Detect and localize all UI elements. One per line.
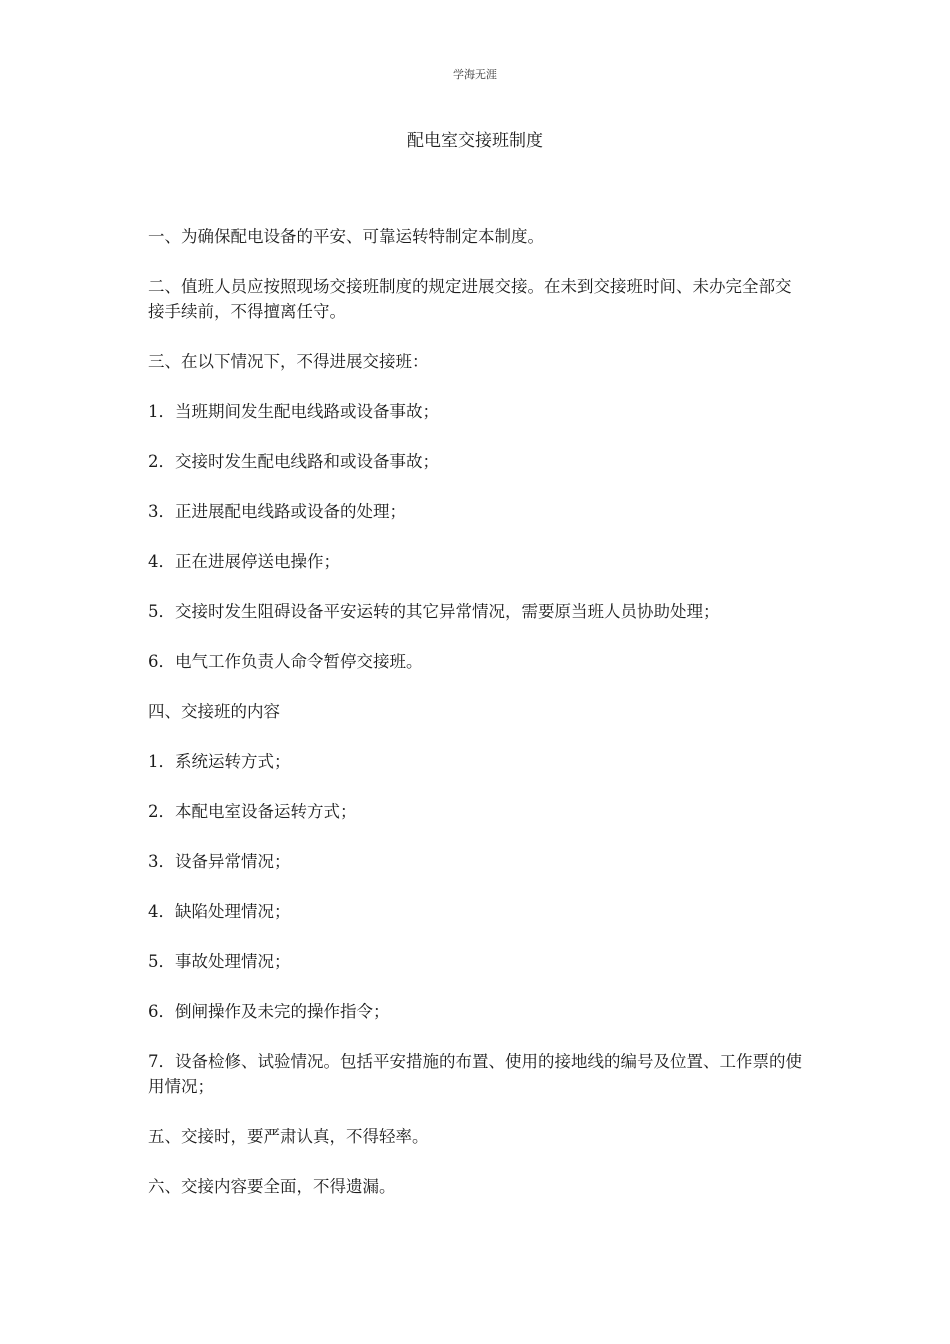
paragraph: 4．缺陷处理情况； <box>148 902 291 921</box>
page-header: 学海无涯 <box>453 68 497 81</box>
paragraph: 一、为确保配电设备的平安、可靠运转特制定本制度。 <box>148 227 544 246</box>
paragraph: 2．本配电室设备运转方式； <box>148 802 357 821</box>
paragraph: 四、交接班的内容 <box>148 702 280 721</box>
paragraph: 六、交接内容要全面，不得遗漏。 <box>148 1177 396 1196</box>
paragraph: 3．正进展配电线路或设备的处理； <box>148 502 406 521</box>
paragraph: 7．设备检修、试验情况。包括平安措施的布置、使用的接地线的编号及位置、工作票的使用情况； <box>148 1052 802 1096</box>
paragraph: 4．正在进展停送电操作； <box>148 552 340 571</box>
document-title: 配电室交接班制度 <box>407 131 543 151</box>
paragraph: 3．设备异常情况； <box>148 852 291 871</box>
paragraph: 三、在以下情况下，不得进展交接班： <box>148 352 429 371</box>
paragraph: 5．事故处理情况； <box>148 952 291 971</box>
paragraph: 6．倒闸操作及未完的操作指令； <box>148 1002 390 1021</box>
paragraph: 1．系统运转方式； <box>148 752 291 771</box>
paragraph: 2．交接时发生配电线路和或设备事故； <box>148 452 439 471</box>
paragraph: 二、值班人员应按照现场交接班制度的规定进展交接。在未到交接班时间、未办完全部交接手续前，不得擅离任守。 <box>148 277 792 321</box>
paragraph: 五、交接时，要严肃认真，不得轻率。 <box>148 1127 429 1146</box>
paragraph: 5．交接时发生阻碍设备平安运转的其它异常情况，需要原当班人员协助处理； <box>148 602 720 621</box>
paragraph: 6．电气工作负责人命令暂停交接班。 <box>148 652 423 671</box>
paragraph: 1．当班期间发生配电线路或设备事故； <box>148 402 439 421</box>
document-body <box>148 224 803 1224</box>
